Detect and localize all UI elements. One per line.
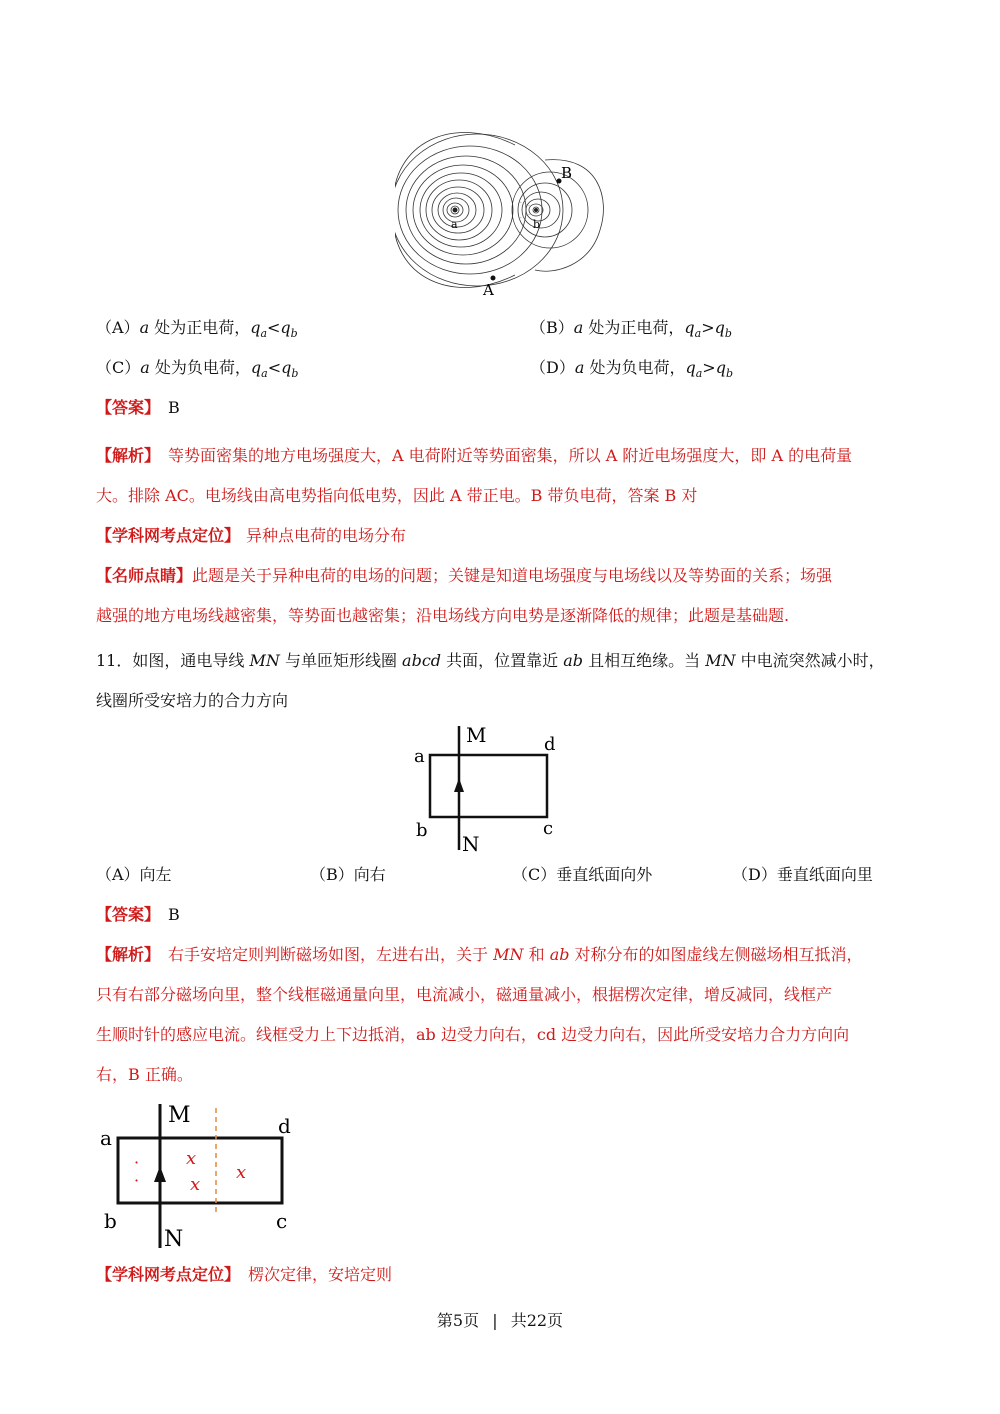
fig2-cross-1: x (186, 1148, 197, 1169)
q11-option-b[interactable]: （B）向右 (310, 865, 386, 884)
fig2-label-c: c (276, 1209, 288, 1233)
fig1-label-d: d (544, 734, 556, 755)
charge-a-dot (453, 208, 458, 213)
q11-option-c[interactable]: （C）垂直纸面向外 (512, 865, 653, 884)
option-b[interactable]: （B）a 处为正电荷，$q_a>q_b$ (530, 318, 732, 341)
q11-option-d[interactable]: （D）垂直纸面向里 (732, 865, 873, 884)
fig1-label-N: N (462, 832, 480, 856)
equipotential-figure (395, 120, 610, 300)
fig2-dot-out-1: · (134, 1153, 140, 1172)
annotated-loop-figure (96, 1098, 311, 1250)
fig2-cross-3: x (236, 1162, 247, 1183)
fig2-label-b: b (104, 1209, 117, 1233)
page-number: 第5页 (436, 1311, 480, 1330)
option-c[interactable]: （C）a 处为负电荷，$q_a<q_b$ (96, 358, 299, 381)
fig1-label-M: M (466, 723, 487, 747)
loop-rect (430, 755, 547, 817)
q11-answer: 【答案】 B (96, 905, 180, 924)
q11-analysis-line1: 【解析】 右手安培定则判断磁场如图，左进右出，关于 MN 和 ab 对称分布的如图虚线左侧磁场相互抵消， (96, 945, 863, 964)
fig-label-A: A (483, 281, 494, 299)
current-arrow-icon (454, 778, 464, 792)
fig1-label-a: a (414, 746, 425, 767)
q11-analysis-line3: 生顺时针的感应电流。线框受力上下边抵消，ab 边受力向右，cd 边受力向右，因此所受安培力合力方向向 (96, 1025, 850, 1044)
fig-label-a: a (451, 218, 458, 231)
page-total: 共22页 (510, 1311, 564, 1330)
fig2-label-d: d (278, 1114, 291, 1138)
wire-loop-figure (410, 718, 570, 858)
fig2-label-N: N (164, 1227, 184, 1250)
point-A-dot (491, 276, 496, 281)
q10-tip-line2: 越强的地方电场线越密集，等势面也越密集；沿电场线方向电势是逐渐降低的规律；此题是基础题. (96, 606, 790, 625)
q11-stem-line1: 11．如图，通电导线 MN 与单匝矩形线圈 abcd 共面，位置靠近 ab 且相互绝缘。当 MN 中电流突然减小时， (96, 651, 885, 670)
q11-option-a[interactable]: （A）向左 (96, 865, 172, 884)
page-footer (0, 1311, 1000, 1331)
fig2-dot-out-2: · (134, 1171, 140, 1190)
fig2-label-a: a (100, 1126, 112, 1150)
q11-stem-line2: 线圈所受安培力的合力方向 (96, 691, 289, 710)
q11-analysis-line2: 只有右部分磁场向里，整个线框磁通量向里，电流减小，磁通量减小，根据楞次定律，增反减同，线框产 (96, 985, 833, 1004)
fig1-label-b: b (416, 820, 428, 841)
q11-analysis-line4: 右，B 正确。 (96, 1065, 193, 1084)
q10-answer: 【答案】 B (96, 398, 180, 417)
q10-knowledge-point: 【学科网考点定位】 异种点电荷的电场分布 (96, 526, 407, 545)
option-a[interactable]: （A）a 处为正电荷，$q_a<q_b$ (96, 318, 298, 341)
q11-knowledge-point: 【学科网考点定位】 楞次定律，安培定则 (96, 1265, 393, 1284)
fig2-label-M: M (168, 1103, 191, 1128)
q10-analysis-line2: 大。排除 AC。电场线由高电势指向低电势，因此 A 带正电。B 带负电荷，答案 B 对 (96, 486, 698, 505)
current-arrow2-icon (154, 1166, 166, 1182)
fig1-label-c: c (543, 818, 554, 839)
q10-tip-line1: 【名师点睛】此题是关于异种电荷的电场的问题；关键是知道电场强度与电场线以及等势面的关系；场强 (96, 566, 833, 585)
fig2-cross-2: x (190, 1174, 201, 1195)
option-d[interactable]: （D）a 处为负电荷，$q_a>q_b$ (530, 358, 733, 381)
footer-separator: | (492, 1311, 498, 1330)
fig-label-B: B (561, 164, 573, 182)
q10-analysis-line1: 【解析】 等势面密集的地方电场强度大，A 电荷附近等势面密集，所以 A 附近电场强度大，即 A 的电荷量 (96, 446, 853, 465)
fig-label-b: b (533, 218, 541, 231)
charge-b-dot (534, 208, 538, 212)
